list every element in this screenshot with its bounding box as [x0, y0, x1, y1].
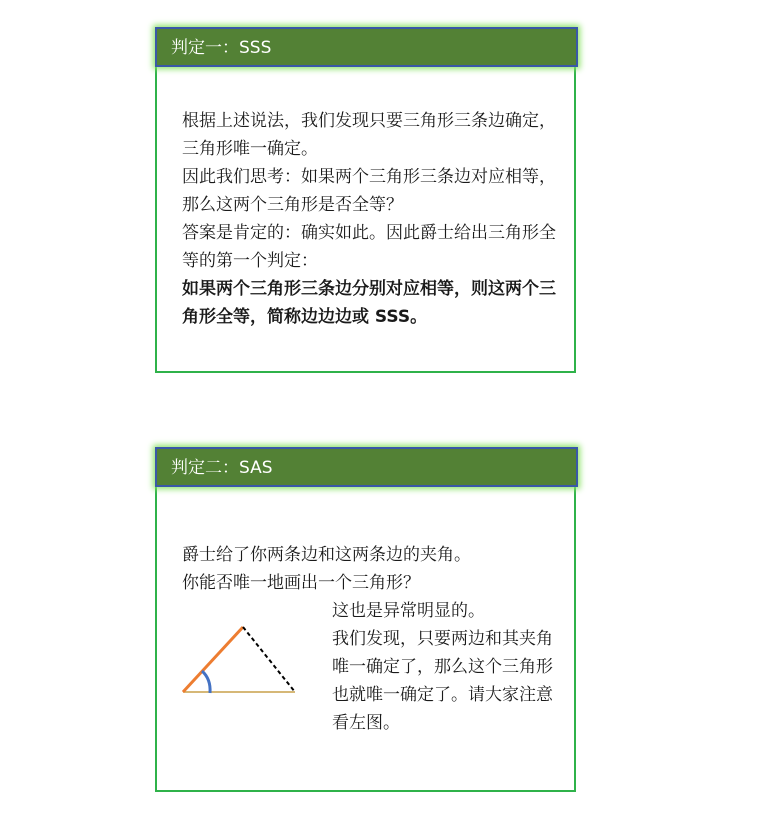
triangle-left-side [183, 627, 243, 692]
triangle-third-side-dashed [243, 627, 295, 692]
sas-card-body [182, 541, 562, 733]
sss-paragraph-3: 答案是肯定的：确实如此。因此爵士给出三角形全等的第一个判定： [182, 223, 556, 271]
sas-side-paragraph-1: 这也是异常明显的。 [332, 601, 485, 621]
sss-card-body [182, 107, 562, 331]
included-angle-arc [202, 671, 210, 693]
sss-paragraph-2: 因此我们思考：如果两个三角形三条边对应相等，那么这两个三角形是否全等？ [182, 167, 556, 215]
sss-conclusion: 如果两个三角形三条边分别对应相等，则这两个三角形全等，简称边边边或 SSS。 [182, 279, 556, 327]
sas-triangle-figure [182, 607, 322, 697]
sss-card [155, 27, 576, 373]
sss-card-header: 判定一：SSS [155, 27, 578, 67]
sas-paragraph-2: 你能否唯一地画出一个三角形？ [182, 573, 420, 593]
sas-paragraph-1: 爵士给了你两条边和这两条边的夹角。 [182, 545, 471, 565]
sas-card-header: 判定二：SAS [155, 447, 578, 487]
sss-paragraph-1: 根据上述说法，我们发现只要三角形三条边确定，三角形唯一确定。 [182, 111, 556, 159]
sas-side-text [332, 597, 562, 737]
sas-side-paragraph-2: 我们发现，只要两边和其夹角唯一确定了，那么这个三角形也就唯一确定了。请大家注意看左图。 [332, 629, 553, 733]
sas-card [155, 447, 576, 792]
